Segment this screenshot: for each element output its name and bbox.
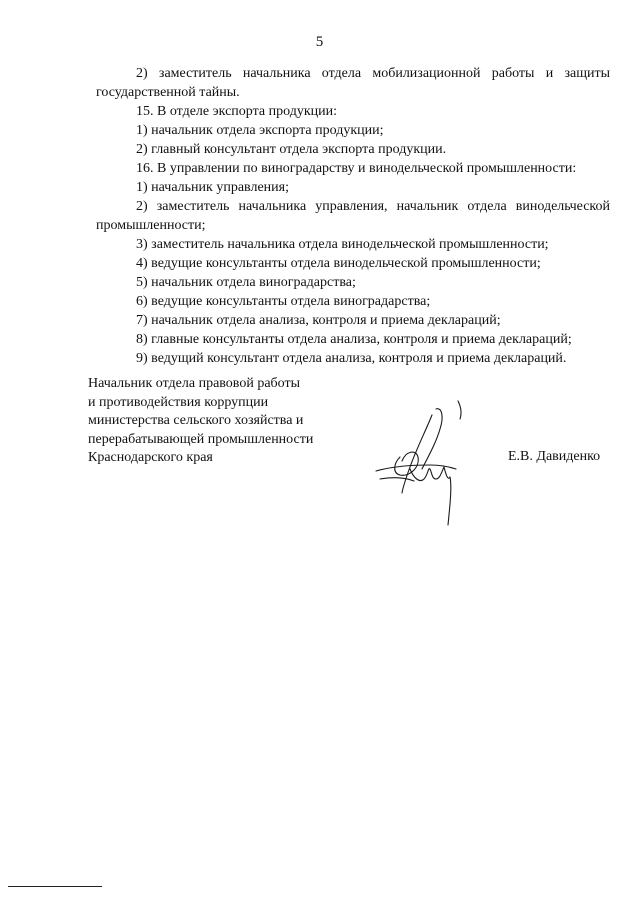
- list-item: 5) начальник отдела виноградарства;: [136, 275, 356, 290]
- list-item: 1) начальник управления;: [136, 180, 289, 195]
- list-item: 8) главные консультанты отдела анализа, контроля и приема деклараций;: [136, 332, 572, 347]
- handwritten-signature: [370, 395, 470, 530]
- signer-title-line: перерабатывающей промышленности: [88, 431, 314, 447]
- list-item: 2) заместитель начальника отдела мобилизационной работы и защиты государственной тайны.: [96, 66, 610, 100]
- signer-title: [88, 375, 388, 468]
- signer-title-line: министерства сельского хозяйства и: [88, 413, 304, 428]
- list-item: 6) ведущие консультанты отдела виноградарства;: [136, 294, 431, 309]
- list-item: 7) начальник отдела анализа, контроля и приема деклараций;: [136, 313, 501, 328]
- list-item: 4) ведущие консультанты отдела винодельческой промышленности;: [136, 256, 541, 271]
- section-heading: 15. В отделе экспорта продукции:: [136, 104, 337, 119]
- signer-title-line: и противодействия коррупции: [88, 394, 269, 410]
- signer-title-line: Краснодарского края: [88, 450, 213, 465]
- list-item: 9) ведущий консультант отдела анализа, контроля и приема деклараций.: [136, 351, 567, 366]
- signer-title-line: Начальник отдела правовой работы: [88, 376, 300, 391]
- signer-name: Е.В. Давиденко: [508, 449, 601, 464]
- document-body: [96, 64, 610, 368]
- footnote-divider: [8, 886, 102, 887]
- section-heading: 16. В управлении по виноградарству и винодельческой промышленности:: [136, 161, 577, 176]
- list-item: 1) начальник отдела экспорта продукции;: [136, 123, 384, 138]
- list-item: 2) заместитель начальника управления, начальник отдела винодельческой промышленности;: [96, 199, 610, 233]
- page-number: 5: [315, 34, 324, 50]
- list-item: 2) главный консультант отдела экспорта продукции.: [136, 142, 447, 157]
- list-item: 3) заместитель начальника отдела винодельческой промышленности;: [136, 237, 549, 252]
